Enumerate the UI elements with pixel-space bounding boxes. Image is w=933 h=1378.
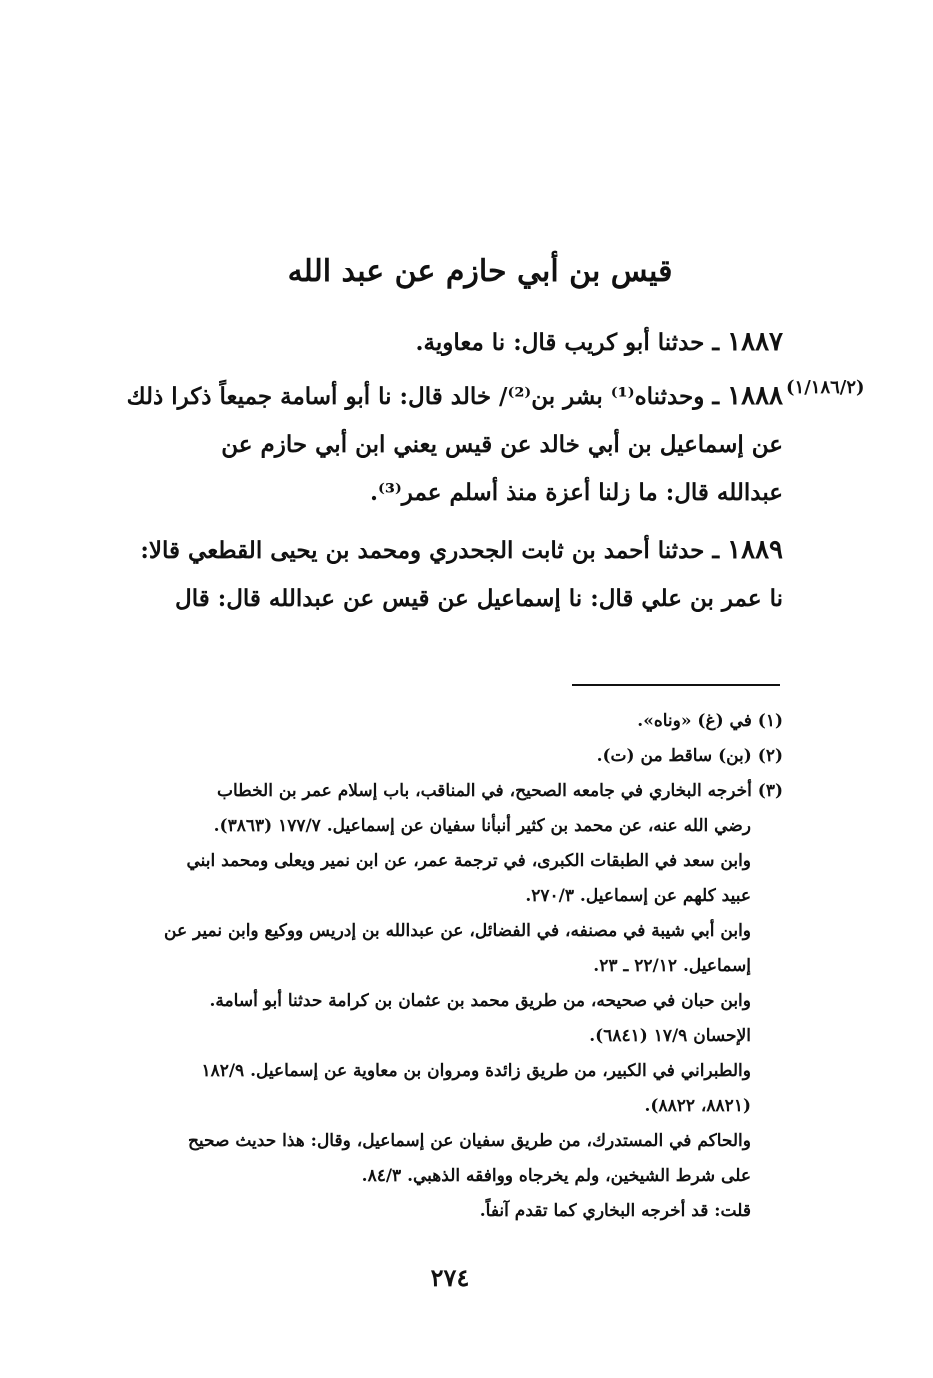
footnote-line (75, 739, 783, 774)
footnote-line: والحاكم في المستدرك، من طريق سفيان عن إسماعيل، وقال: هذا حديث صحيح (187, 1131, 751, 1151)
hadith-1887 (75, 318, 783, 367)
footnote-text: (بن) ساقط من (ت). (596, 746, 752, 766)
footnote-line: وابن حبان في صحيحه، من طريق محمد بن عثمان بن كرامة حدثنا أبو أسامة. (209, 991, 751, 1011)
hadith-text: ـ حدثنا أبو كريب قال: نا معاوية. (415, 329, 720, 356)
hadith-number: ١٨٨٩ (727, 535, 783, 565)
page-number: ٢٧٤ (430, 1263, 470, 1292)
footnote-separator (572, 684, 780, 686)
hadith-1888 (75, 372, 783, 517)
footnote-line: عبيد كلهم عن إسماعيل. ٢٧٠/٣. (525, 886, 751, 906)
hadith-number: ١٨٨٨ (727, 381, 783, 411)
hadith-line (75, 372, 783, 421)
footnote-marker: (٢) (757, 746, 783, 766)
footnote-line: والطبراني في الكبير، من طريق زائدة ومروان بن معاوية عن إسماعيل. ١٨٢/٩ (201, 1061, 751, 1081)
footnotes (75, 704, 783, 1229)
footnote-line: إسماعيل. ٢٢/١٢ ـ ٢٣. (593, 956, 751, 976)
hadith-text: ـ حدثنا أحمد بن ثابت الجحدري ومحمد بن يحيى القطعي قالا: (140, 537, 720, 564)
footnote-line: قلت: قد أخرجه البخاري كما تقدم آنفاً. (479, 1201, 751, 1221)
hadith-line: عبدالله قال: ما زلنا أعزة منذ أسلم عمر⁽³⁾. (370, 479, 783, 506)
hadith-text: ـ وحدثناه⁽¹⁾ بشر بن⁽²⁾/ خالد قال: نا أبو أسامة جميعاً ذكرا ذلك (126, 383, 720, 410)
section-title: قيس بن أبي حازم عن عبد الله (287, 254, 673, 289)
hadith-1889 (75, 526, 783, 623)
footnote-line: وابن سعد في الطبقات الكبرى، في ترجمة عمر، عن ابن نمير ويعلى ومحمد ابني (186, 851, 751, 871)
hadith-line (75, 526, 783, 575)
footnote-3 (75, 774, 783, 1229)
footnote-line: رضي الله عنه، عن محمد بن كثير أنبأنا سفيان عن إسماعيل. ١٧٧/٧ (٣٨٦٣). (213, 816, 751, 836)
footnote-1 (75, 704, 783, 739)
footnote-text: في (غ) «وناه». (637, 711, 752, 731)
footnote-marker: (١) (757, 711, 783, 731)
footnote-line (75, 774, 783, 809)
margin-manuscript-reference: (١/١٨٦/٢) (786, 377, 865, 398)
hadith-number: ١٨٨٧ (727, 327, 783, 357)
footnote-line: (٨٨٢١، ٨٨٢٢). (644, 1096, 751, 1116)
hadith-line: نا عمر بن علي قال: نا إسماعيل عن قيس عن عبدالله قال: قال (174, 585, 783, 612)
hadith-line (75, 318, 783, 367)
footnote-marker: (٣) (757, 781, 783, 801)
footnote-2 (75, 739, 783, 774)
footnote-line (75, 704, 783, 739)
footnote-text: أخرجه البخاري في جامعه الصحيح، في المناقب، باب إسلام عمر بن الخطاب (216, 781, 752, 801)
footnote-line: وابن أبي شيبة في مصنفه، في الفضائل، عن عبدالله بن إدريس ووكيع وابن نمير عن (164, 921, 751, 941)
footnote-line: الإحسان ١٧/٩ (٦٨٤١). (589, 1026, 751, 1046)
footnote-line: على شرط الشيخين، ولم يخرجاه ووافقه الذهبي. ٨٤/٣. (361, 1166, 751, 1186)
hadith-line: عن إسماعيل بن أبي خالد عن قيس يعني ابن أبي حازم عن (221, 431, 783, 458)
